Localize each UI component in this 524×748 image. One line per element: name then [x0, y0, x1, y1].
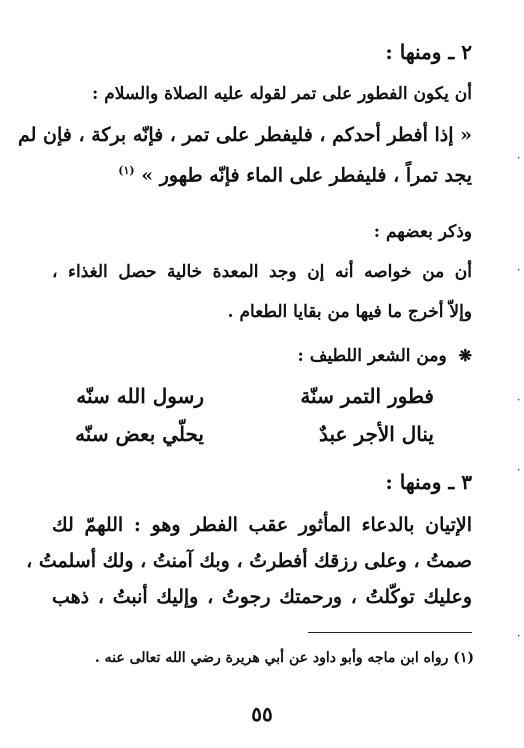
hadith-line-2-text: يجد تمراً ، فليفطر على الماء فإنّه طهور » — [141, 164, 472, 187]
footnote: (١) رواه ابن ماجه وأبو داود عن أبي هريرة رضي الله تعالى عنه . — [94, 650, 474, 666]
dua-line-2: صمتُ ، وعلى رزقك أفطرتُ ، وبك آمنتُ ، ولك أسلمتُ ، — [26, 550, 472, 572]
edge-mark: ٠ — [515, 150, 522, 164]
edge-mark: ٠ — [515, 392, 522, 406]
footnote-rule — [308, 632, 472, 633]
benefit-line-1: أن من خواصه أنه إن وجد المعدة خالية حصل الغذاء ، — [52, 262, 472, 282]
poem-row-2-left: يحلّي بعض سنّه — [75, 422, 204, 446]
asterism-icon: ❋ — [458, 346, 472, 365]
footnote-marker: (١) — [118, 164, 135, 177]
benefit-line-2: وإلاّ أخرج ما فيها من بقايا الطعام . — [227, 302, 472, 322]
edge-mark: ٠ — [515, 628, 522, 642]
page-number: ٥٥ — [251, 702, 273, 726]
section-3-heading: ٣ ـ ومنها : — [385, 470, 472, 494]
section-2-intro: أن يكون الفطور على تمر لقوله عليه الصلاة والسلام : — [92, 84, 472, 104]
hadith-line-1: « إذا أفطر أحدكم ، فليفطر على تمر ، فإنّه بركة ، فإن لم — [17, 124, 472, 146]
section-2-heading: ٢ ـ ومنها : — [385, 40, 472, 64]
some-said-line: وذكر بعضهم : — [373, 222, 472, 242]
edge-mark: ٠ — [515, 462, 522, 476]
edge-mark: ٠ — [515, 262, 522, 276]
poem-row-1-right: فطور التمر سنّة — [300, 384, 434, 408]
dua-line-3: وعليك توكّلتُ ، ورحمتك رجوتُ ، وإليك أنبتُ ، ذهب — [52, 586, 472, 608]
poetry-intro-text: ومن الشعر اللطيف : — [297, 346, 447, 366]
hadith-line-2 — [118, 164, 472, 186]
dua-line-1: الإتيان بالدعاء المأثور عقب الفطر وهو : اللهمّ لك — [52, 514, 472, 536]
poem-row-1-left: رسول الله سنّه — [76, 384, 204, 408]
poetry-intro — [298, 346, 472, 366]
poem-row-2-right: ينال الأجر عبدٌ — [319, 422, 434, 446]
